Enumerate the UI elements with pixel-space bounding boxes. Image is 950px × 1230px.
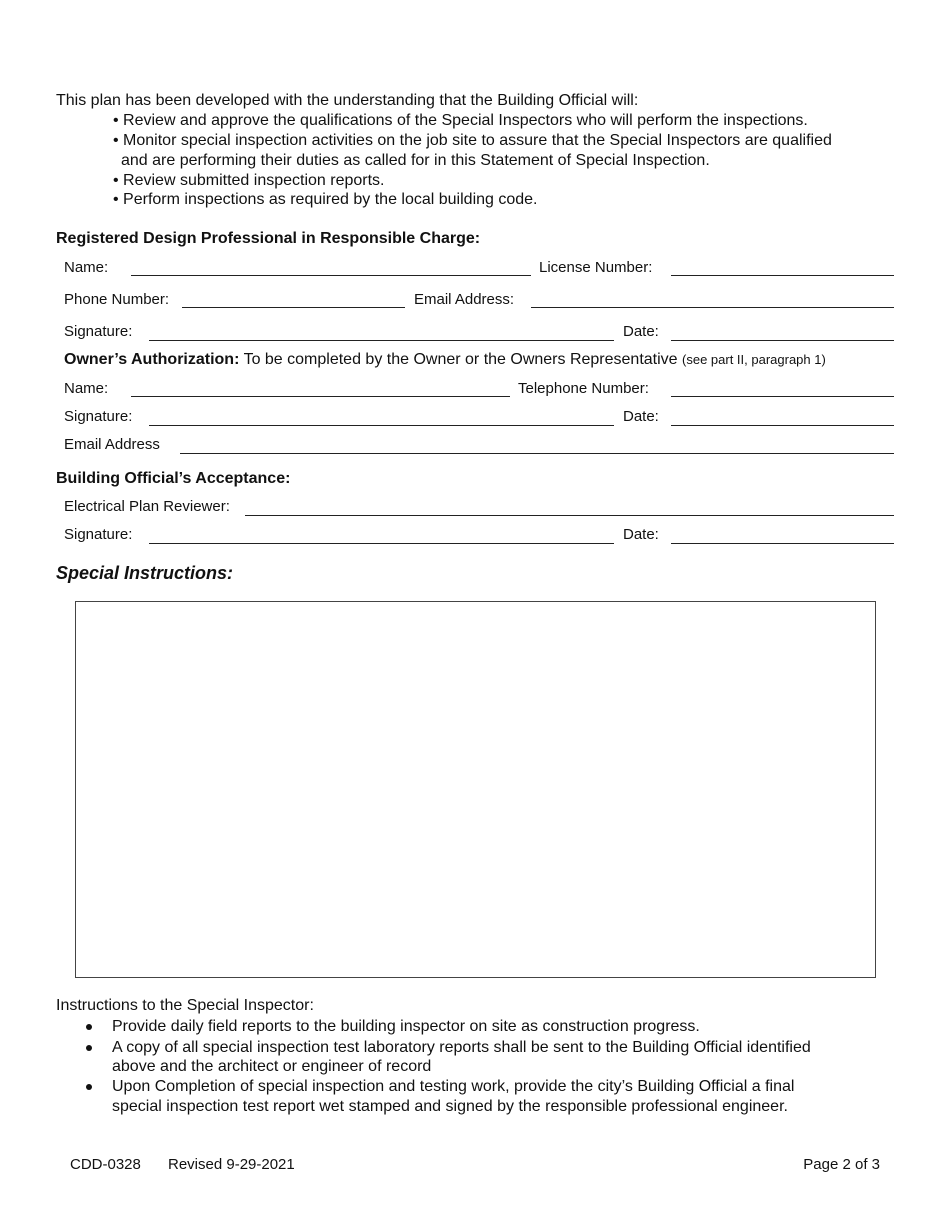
inspector-instruction-continuation: special inspection test report wet stamped and signed by the responsible professional engineer. (112, 1098, 788, 1115)
bo-signature-field[interactable] (149, 543, 614, 544)
footer-form-id: CDD-0328 (70, 1156, 141, 1173)
intro-lead: This plan has been developed with the understanding that the Building Official will: (56, 92, 639, 109)
dp-license-label: License Number: (539, 259, 653, 276)
dp-name-field[interactable] (131, 275, 531, 276)
inspector-instruction-item: Upon Completion of special inspection and testing work, provide the city’s Building Official a final (112, 1078, 795, 1095)
bullet-dot (86, 1045, 92, 1051)
intro-bullet: • Perform inspections as required by the local building code. (113, 191, 538, 208)
bo-date-label: Date: (623, 526, 659, 543)
owner-name-field[interactable] (131, 396, 510, 397)
dp-email-field[interactable] (531, 307, 894, 308)
owner-date-label: Date: (623, 408, 659, 425)
special-instructions-box[interactable] (75, 601, 876, 978)
owner-email-field[interactable] (180, 453, 894, 454)
owner-name-label: Name: (64, 380, 109, 397)
owner-heading-text: To be completed by the Owner or the Owners Representative (239, 351, 683, 368)
inspector-instruction-continuation: above and the architect or engineer of record (112, 1058, 432, 1075)
footer-page-number: Page 2 of 3 (803, 1156, 880, 1173)
bo-reviewer-label: Electrical Plan Reviewer: (64, 498, 230, 515)
intro-bullet: • Review submitted inspection reports. (113, 172, 385, 189)
inspector-instructions-lead: Instructions to the Special Inspector: (56, 997, 314, 1014)
owner-heading-note: (see part II, paragraph 1) (682, 352, 826, 367)
inspector-instruction-item: Provide daily field reports to the building inspector on site as construction progress. (112, 1018, 700, 1035)
bo-signature-label: Signature: (64, 526, 133, 543)
footer-revised: Revised 9-29-2021 (168, 1156, 295, 1173)
owner-email-label: Email Address (64, 436, 160, 453)
design-professional-heading: Registered Design Professional in Responsible Charge: (56, 230, 481, 247)
dp-phone-field[interactable] (182, 307, 405, 308)
special-instructions-heading: Special Instructions: (56, 563, 234, 583)
dp-date-label: Date: (623, 323, 659, 340)
owner-date-field[interactable] (671, 425, 894, 426)
intro-bullet: • Monitor special inspection activities on the job site to assure that the Special Inspectors are qualified (113, 132, 832, 149)
dp-email-label: Email Address: (414, 291, 515, 308)
owner-telephone-field[interactable] (671, 396, 894, 397)
intro-bullet-continuation: and are performing their duties as called for in this Statement of Special Inspection. (121, 152, 710, 169)
building-official-heading: Building Official’s Acceptance: (56, 470, 291, 487)
bo-reviewer-field[interactable] (245, 515, 894, 516)
owner-heading (64, 350, 826, 370)
owner-signature-label: Signature: (64, 408, 133, 425)
dp-signature-label: Signature: (64, 323, 133, 340)
dp-license-field[interactable] (671, 275, 894, 276)
bullet-dot (86, 1024, 92, 1030)
dp-name-label: Name: (64, 259, 109, 276)
inspector-instruction-item: A copy of all special inspection test laboratory reports shall be sent to the Building Official identified (112, 1039, 811, 1056)
dp-phone-label: Phone Number: (64, 291, 170, 308)
owner-heading-bold: Owner’s Authorization: (64, 351, 240, 368)
bullet-dot (86, 1084, 92, 1090)
owner-signature-field[interactable] (149, 425, 614, 426)
bo-date-field[interactable] (671, 543, 894, 544)
intro-bullet: • Review and approve the qualifications of the Special Inspectors who will perform the inspections. (113, 112, 808, 129)
dp-signature-field[interactable] (149, 340, 614, 341)
dp-date-field[interactable] (671, 340, 894, 341)
owner-telephone-label: Telephone Number: (518, 380, 649, 397)
